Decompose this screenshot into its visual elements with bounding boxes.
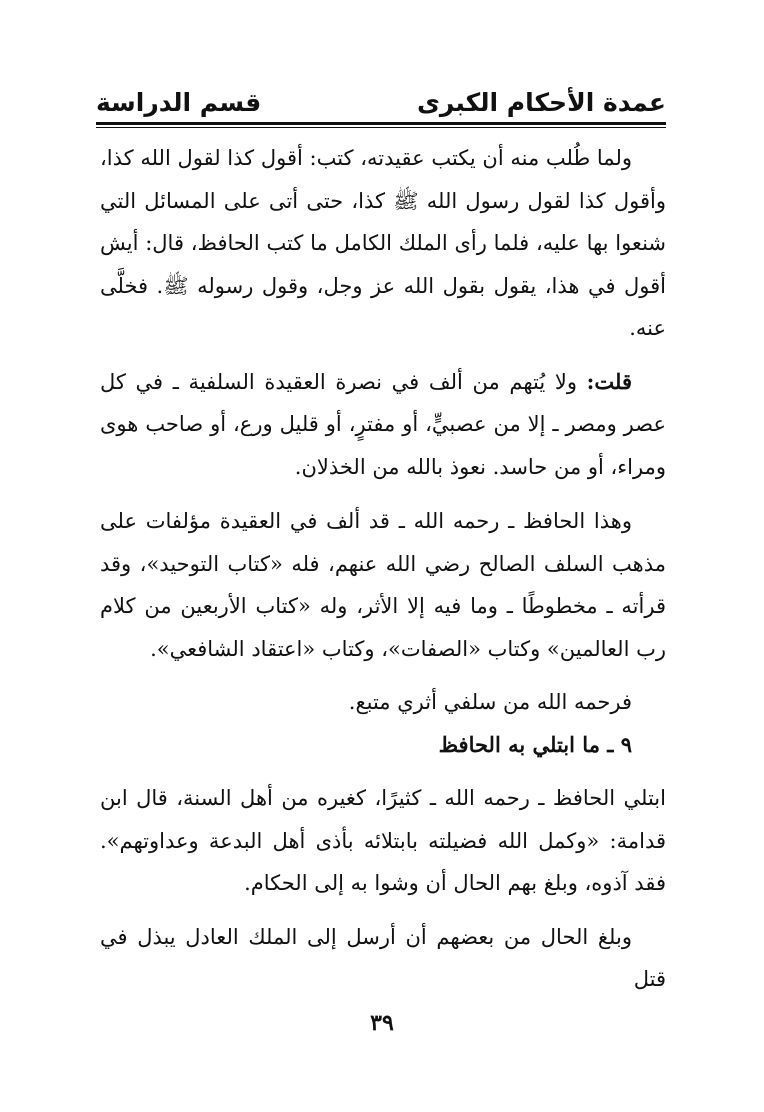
paragraph — [100, 361, 666, 489]
paragraph — [100, 137, 666, 350]
running-header — [96, 86, 666, 122]
paragraph-text: ولما طُلب منه أن يكتب عقيدته، كتب: أقول كذا لقول الله كذا، وأقول كذا لقول رسول الله ﷺ كذا، حتى أتى على المسائل التي شنعوا بها عليه، فلما رأى الملك الكامل ما كتب الحافظ، قال: أيش أقول في هذا، يقول بقول الله عز وجل، وقول رسوله ﷺ. فخلَّى عنه. — [100, 146, 666, 340]
paragraph-text: ابتلي الحافظ ـ رحمه الله ـ كثيرًا، كغيره من أهل السنة، قال ابن قدامة: «وكمل الله فضيلته بابتلائه بأذى أهل البدعة وعداوتهم». فقد آذوه، وبلغ بهم الحال أن وشوا به إلى الحكام. — [100, 786, 666, 895]
header-rule-thick — [96, 122, 666, 125]
section-heading: ٩ ـ ما ابتلي به الحافظ — [438, 731, 632, 757]
header-rule-thin — [96, 127, 666, 128]
book-title: عمدة الأحكام الكبرى — [416, 88, 666, 117]
paragraph-text: ولا يُتهم من ألف في نصرة العقيدة السلفية ـ في كل عصر ومصر ـ إلا من عصبيٍّ، أو مفترٍ، أو قليل ورع، أو صاحب هوى ومراء، أو من حاسد. نعوذ بالله من الخذلان. — [100, 369, 666, 479]
paragraph-lead: قلت: — [586, 368, 632, 394]
page-body — [100, 137, 666, 1001]
paragraph-text: وهذا الحافظ ـ رحمه الله ـ قد ألف في العقيدة مؤلفات على مذهب السلف الصالح رضي الله عنهم، فله «كتاب التوحيد»، وقد قرأته ـ مخطوطًا ـ وما فيه إلا الأثر، وله «كتاب الأربعين من كلام رب العالمين» وكتاب «الصفات»، وكتاب «اعتقاد الشافعي». — [100, 509, 666, 661]
paragraph — [100, 681, 666, 724]
page-number: ٣٩ — [370, 1010, 394, 1036]
paragraph-text: وبلغ الحال من بعضهم أن أرسل إلى الملك العادل يبذل في قتل — [100, 924, 666, 991]
paragraph — [100, 777, 666, 905]
paragraph — [100, 916, 666, 1001]
paragraph — [100, 500, 666, 670]
paragraph-text: فرحمه الله من سلفي أثري متبع. — [348, 690, 632, 714]
section-title: قسم الدراسة — [96, 88, 262, 117]
